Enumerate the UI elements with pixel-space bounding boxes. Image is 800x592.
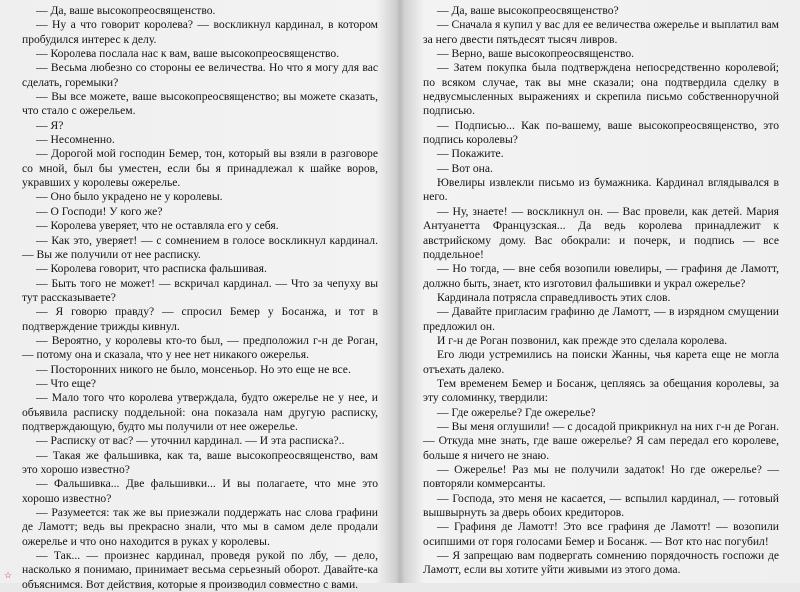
left-page-paragraph: — Я? bbox=[36, 118, 64, 132]
right-page-paragraph: — Да, ваше высокопреосвященство? bbox=[437, 4, 619, 17]
left-page-paragraph: — Такая же фальшивка, как та, ваше высокопреосвященство, вам это хорошо известно? bbox=[22, 448, 378, 476]
left-page-paragraph: — Несомненно. bbox=[36, 133, 115, 147]
right-page-paragraph: Кардинала потрясла справедливость этих слов. bbox=[437, 290, 671, 304]
left-page-paragraph: — Весьма любезно со стороны ее величества. Но что я могу для вас сделать, горемыки? bbox=[22, 61, 378, 89]
left-page-paragraph: — Вероятно, у королевы кто-то был, — предположил г-н де Роган, — потому она и сказала, что у нее нет никакого ожерелья. bbox=[22, 333, 378, 362]
right-page-paragraph: Его люди устремились на поиски Жанны, чья карета еще не могла отъехать далеко. bbox=[423, 348, 779, 376]
left-page-paragraph: — Ну а что говорит королева? — воскликнул кардинал, в котором пробудился интерес к делу. bbox=[22, 18, 378, 46]
right-page-paragraph: — Давайте пригласим графиню де Ламотт, — в изрядном смущении предложил он. bbox=[423, 305, 779, 333]
right-page-paragraph: — Затем покупка была подтверждена непосредственно королевой; по всяком случае, так вы мне сказали; она подтвердила сделку в недвусмысленных выражениях и скрепила письмо собственноручной подписью. bbox=[423, 61, 779, 118]
right-page-paragraph: — Ожерелье! Раз мы не получили задаток! Но где ожерелье? — повторяли коммерсанты. bbox=[423, 463, 779, 491]
right-page-paragraph: — Вот она. bbox=[437, 161, 493, 175]
left-page-paragraph: — Королева послала нас к вам, ваше высокопреосвященство. bbox=[36, 47, 340, 61]
right-page-paragraph: Ювелиры извлекли письмо из бумажника. Кардинал вглядывался в него. bbox=[423, 176, 779, 204]
left-page-paragraph: — Что еще? bbox=[36, 376, 97, 390]
right-page-paragraph: И г-н де Роган позвонил, как прежде это сделала королева. bbox=[437, 333, 728, 347]
right-page-paragraph: — Покажите. bbox=[437, 147, 504, 161]
left-page-paragraph: — Оно было украдено не у королевы. bbox=[36, 190, 223, 204]
right-page-paragraph: — Где ожерелье? Где ожерелье? bbox=[437, 405, 596, 419]
left-page-paragraph: — Как это, уверяет! — с сомнением в голосе воскликнул кардинал. — Вы же получили от нее расписку. bbox=[22, 233, 378, 261]
left-page-paragraph: — Посторонних никого не было, монсеньор. Но это еще не все. bbox=[36, 362, 351, 376]
right-page-paragraph: — Ну, знаете! — воскликнул он. — Вас провели, как детей. Мария Антуанетта Французская... Да ведь королева принадлежит к австрийскому дому. Вас обокрали: и почерк, и подпись — все поддельное! bbox=[423, 204, 779, 261]
right-page bbox=[423, 4, 779, 579]
left-page-paragraph: — Фальшивка... Две фальшивки... И вы полагаете, что мне это хорошо известно? bbox=[22, 477, 378, 505]
right-page-paragraph: — Я запрещаю вам подвергать сомнению порядочность госпожи де Ламотт, если вы хотите уйти живыми из этого дома. bbox=[423, 549, 779, 577]
left-page-paragraph: — Вы все можете, ваше высокопреосвященство; вы можете сказать, что стало с ожерельем. bbox=[22, 90, 378, 118]
left-page-paragraph: — Разумеется: так же вы приезжали поддержать нас слова графини де Ламотт; ведь вы прекрасно знали, что мы в самом деле продали ожерелье и что оно находится в руках у королевы. bbox=[22, 506, 378, 548]
right-page-paragraph: Тем временем Бемер и Босанж, цепляясь за обещания королевы, за эту соломинку, твердили: bbox=[423, 376, 779, 405]
right-page-paragraph: — Вы меня оглушили! — с досадой прикрикнул на них г-н де Роган. — Откуда мне знать, где ваше ожерелье? Я сам передал его королеве, больше я ничего не знаю. bbox=[423, 419, 779, 462]
left-page-paragraph: — Королева уверяет, что не оставляла его у себя. bbox=[36, 219, 279, 233]
right-page-paragraph: — Но тогда, — вне себя возопили ювелиры, — графиня де Ламотт, должно быть, знает, кто изготовил фальшивки и украл ожерелье? bbox=[423, 262, 779, 290]
left-page-paragraph: — Так... — произнес кардинал, проведя рукой по лбу, — дело, насколько я понимаю, принимает весьма серьезный оборот. Давайте-ка объяснимся. Вот действия, которые я производил совместно с вами. bbox=[22, 549, 378, 591]
left-page-paragraph: — Королева говорит, что расписка фальшивая. bbox=[36, 262, 267, 276]
left-page-paragraph: — Да, ваше высокопреосвященство. bbox=[36, 4, 216, 17]
left-page-paragraph: — Мало того что королева утверждала, будто ожерелье не у нее, и объявила расписку поддельной: она показала нам другую расписку, подтверждающую, будто мы получили от нее ожерелье. bbox=[22, 391, 378, 433]
left-page-paragraph: — Быть того не может! — вскричал кардинал. — Что за чепуху вы тут рассказываете? bbox=[22, 276, 378, 304]
right-page-paragraph: — Графиня де Ламотт! Это все графиня де Ламотт! — возопили осипшими от горя голосами Бемер и Босанж. — Вот кто нас погубил! bbox=[423, 520, 779, 548]
left-page bbox=[22, 4, 378, 591]
left-page-paragraph: — Я говорю правду? — спросил Бемер у Босанжа, и тот в подтверждение трижды кивнул. bbox=[22, 305, 378, 333]
right-page-paragraph: — Верно, ваше высокопреосвященство. bbox=[437, 47, 635, 61]
left-page-paragraph: — О Господи! У кого же? bbox=[36, 204, 163, 218]
corner-mark: ☆ bbox=[4, 570, 13, 580]
left-page-paragraph: — Расписку от вас? — уточнил кардинал. — И эта расписка?.. bbox=[36, 434, 345, 448]
left-page-paragraph: — Дорогой мой господин Бемер, тон, который вы взяли в разговоре со мной, был бы уместен, если бы я принадлежал к шайке воров, укравших у королевы ожерелье. bbox=[22, 147, 378, 190]
right-page-paragraph: — Подписью... Как по-вашему, ваше высокопреосвященство, это подпись королевы? bbox=[423, 118, 779, 147]
right-page-paragraph: — Сначала я купил у вас для ее величества ожерелье и выплатил вам за него двести пятьдесят тысяч ливров. bbox=[423, 18, 779, 46]
right-page-paragraph: — Господа, это меня не касается, — вспылил кардинал, — готовый вышвырнуть за дверь обоих кредиторов. bbox=[423, 491, 779, 520]
